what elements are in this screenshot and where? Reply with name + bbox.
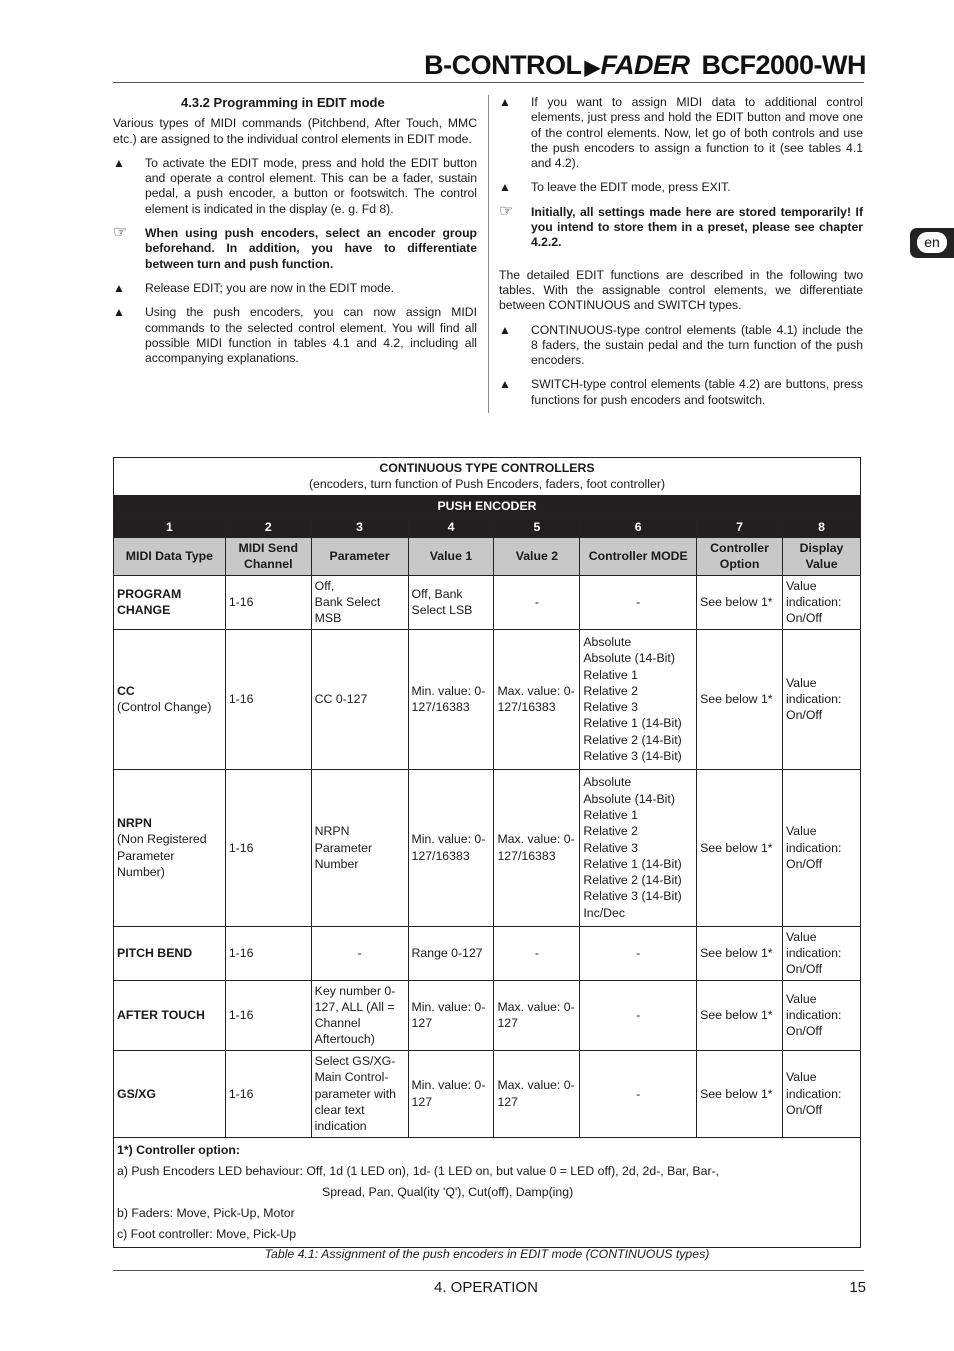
column-header: Value 1 [408,538,494,576]
cell-send-channel: 1-16 [225,575,311,629]
column-header: Value 2 [494,538,580,576]
footnote-a: a) Push Encoders LED behaviour: Off, 1d (1 LED on), 1d- (1 LED on, but value 0 = LED off), 2d, 2d-, Bar, Bar-, [117,1163,720,1178]
cell-send-channel: 1-16 [225,980,311,1050]
footnote-title: 1*) Controller option: [117,1142,240,1157]
cell-send-channel: 1-16 [225,1050,311,1137]
cell-value-1: Range 0-127 [408,926,494,980]
right-items-2 [499,323,863,408]
column-header: MIDI Data Type [114,538,226,576]
continuous-controllers-table [113,457,861,1248]
bullet-item [499,323,863,369]
section-title: 4.3.2 Programming in EDIT mode [181,95,385,110]
cell-display-value: Value indication: On/Off [783,769,861,926]
cell-controller-option: See below 1* [697,1050,783,1137]
midi-type-name: PROGRAM CHANGE [117,586,182,618]
item-text: To activate the EDIT mode, press and hold the EDIT button and operate a control element. This can be a fader, sustain pedal, a push encoder, a button or footswitch. The control element is indicated in the display (e. g. Fd 8). [145,155,477,216]
right-items [499,95,863,251]
cell-value-2: Max. value: 0-127/16383 [494,629,580,769]
footer-rule [113,1270,864,1271]
cell-value-2: Max. value: 0-127/16383 [494,769,580,926]
table-title-cell [114,458,861,496]
cell-midi-data-type [114,575,226,629]
item-text: When using push encoders, select an encoder group beforehand. In addition, you have to differentiate between turn and push function. [145,226,477,271]
brand-arrow-icon: ▶ [584,57,600,79]
cell-midi-data-type [114,926,226,980]
language-label: en [917,232,947,253]
footnote-a-continued: Spread, Pan, Qual(ity 'Q'), Cut(off), Damp(ing) [322,1184,574,1199]
table-row [114,980,861,1050]
left-column [113,95,477,366]
triangle-up-icon: ▲ [499,377,511,392]
cell-send-channel: 1-16 [225,926,311,980]
table-subtitle: (encoders, turn function of Push Encoders, faders, foot controller) [308,477,666,492]
item-text: Using the push encoders, you can now assign MIDI commands to the selected control element. You will find all possible MIDI function in tables 4.1 and 4.2, including all accompanying explanations. [145,305,477,366]
item-text: Release EDIT; you are now in the EDIT mode. [145,280,395,295]
cell-value-1: Min. value: 0-127 [408,980,494,1050]
item-text: SWITCH-type control elements (table 4.2) are buttons, press functions for push encoders and footswitch. [531,377,863,407]
cell-value-2: - [494,926,580,980]
language-tab [910,228,954,258]
cell-controller-option: See below 1* [697,926,783,980]
column-headers-row [114,538,861,576]
column-number: 2 [225,516,311,537]
triangle-up-icon: ▲ [499,95,511,109]
item-text: CONTINUOUS-type control elements (table 4.1) include the 8 faders, the sustain pedal and the turn function of the push encoders. [531,322,863,368]
triangle-up-icon: ▲ [499,180,511,195]
cell-parameter: Select GS/XG-Main Control-parameter with clear text indication [311,1050,408,1137]
triangle-up-icon: ▲ [113,305,125,320]
bullet-item [113,156,477,217]
cell-display-value: Value indication: On/Off [783,629,861,769]
table-footnote [114,1137,861,1247]
cell-midi-data-type [114,629,226,769]
cell-value-1: Off, Bank Select LSB [408,575,494,629]
cell-midi-data-type [114,769,226,926]
cell-send-channel: 1-16 [225,769,311,926]
item-text: Initially, all settings made here are stored temporarily! If you intend to store them in a preset, please see chapter 4.2.2. [531,204,863,250]
cell-send-channel: 1-16 [225,629,311,769]
triangle-up-icon: ▲ [113,155,125,170]
column-number: 3 [311,516,408,537]
header-rule [113,82,864,83]
cell-controller-mode: Absolute Absolute (14-Bit) Relative 1 Relative 2 Relative 3 Relative 1 (14-Bit) Relative 2 (14-Bit) Relative 3 (14-Bit) [580,629,697,769]
table-row [114,1050,861,1137]
cell-controller-mode: - [580,926,697,980]
footnote-c: c) Foot controller: Move, Pick-Up [117,1226,297,1241]
cell-controller-option: See below 1* [697,575,783,629]
cell-value-2: Max. value: 0-127 [494,980,580,1050]
tables-intro-paragraph: The detailed EDIT functions are described in the following two tables. With the assignable control elements, we differentiate between CONTINUOUS and SWITCH types. [499,267,863,313]
bullet-item [499,180,863,195]
intro-paragraph: Various types of MIDI commands (Pitchbend, After Touch, MMC etc.) are assigned to the individual control elements in EDIT mode. [113,116,477,146]
cell-parameter: Key number 0-127, ALL (All = Channel Aftertouch) [311,980,408,1050]
brand-name: B-CONTROL [424,50,582,80]
cell-controller-option: See below 1* [697,629,783,769]
cell-controller-mode: - [580,575,697,629]
item-text: If you want to assign MIDI data to additional control elements, just press and hold the EDIT button and move one of the control elements. Now, let go of both controls and use the push encoders to assign a function to it (see tables 4.1 and 4.2). [531,95,863,171]
midi-type-name: CC [117,683,135,698]
cell-parameter: NRPN Parameter Number [311,769,408,926]
table-band: PUSH ENCODER [114,495,861,516]
column-number: 6 [580,516,697,537]
cell-parameter: CC 0-127 [311,629,408,769]
right-column [499,95,863,408]
left-items [113,156,477,367]
footer-section: 4. OPERATION [434,1279,538,1296]
midi-type-name: GS/XG [117,1086,156,1101]
cell-display-value: Value indication: On/Off [783,926,861,980]
table-row [114,926,861,980]
cell-value-2: Max. value: 0-127 [494,1050,580,1137]
table-row [114,629,861,769]
midi-type-description: (Non Registered Parameter Number) [117,832,207,879]
column-number: 4 [408,516,494,537]
column-header: Controller MODE [580,538,697,576]
triangle-up-icon: ▲ [499,322,511,337]
cell-display-value: Value indication: On/Off [783,1050,861,1137]
bullet-item [499,95,863,171]
table-row [114,769,861,926]
midi-type-name: AFTER TOUCH [117,1008,205,1022]
column-numbers-row [114,516,861,537]
cell-parameter: - [311,926,408,980]
cell-display-value: Value indication: On/Off [783,980,861,1050]
triangle-up-icon: ▲ [113,280,125,295]
cell-parameter: Off, Bank Select MSB [311,575,408,629]
cell-controller-option: See below 1* [697,769,783,926]
pointing-hand-icon: ☞ [113,224,128,242]
brand-product: FADER [600,50,690,80]
page-number: 15 [849,1279,866,1296]
table-caption: Table 4.1: Assignment of the push encoders in EDIT mode (CONTINUOUS types) [264,1247,710,1261]
brand-model: BCF2000-WH [701,50,866,80]
column-number: 1 [114,516,226,537]
cell-value-1: Min. value: 0-127 [408,1050,494,1137]
column-number: 5 [494,516,580,537]
item-text: To leave the EDIT mode, press EXIT. [531,180,731,195]
bullet-item [113,305,477,366]
midi-type-name: PITCH BEND [117,945,193,960]
cell-value-1: Min. value: 0-127/16383 [408,769,494,926]
cell-display-value: Value indication: On/Off [783,575,861,629]
column-header: MIDI Send Channel [225,538,311,576]
cell-value-2: - [494,575,580,629]
column-header: Controller Option [697,538,783,576]
cell-controller-mode: - [580,1050,697,1137]
cell-controller-option: See below 1* [697,980,783,1050]
table-row [114,575,861,629]
cell-value-1: Min. value: 0-127/16383 [408,629,494,769]
bullet-item [113,281,477,296]
cell-controller-mode: - [580,980,697,1050]
cell-midi-data-type [114,980,226,1050]
note-item [113,226,477,272]
bullet-item [499,377,863,408]
midi-type-name: NRPN [117,816,152,831]
column-number: 8 [783,516,861,537]
footnote-b: b) Faders: Move, Pick-Up, Motor [117,1205,295,1220]
pointing-hand-icon: ☞ [499,202,514,220]
column-number: 7 [697,516,783,537]
brand-logo [424,50,866,81]
column-header: Display Value [783,538,861,576]
note-item [499,202,863,251]
cell-controller-mode: Absolute Absolute (14-Bit) Relative 1 Relative 2 Relative 3 Relative 1 (14-Bit) Relative 2 (14-Bit) Relative 3 (14-Bit) Inc/Dec [580,769,697,926]
cell-midi-data-type [114,1050,226,1137]
midi-type-description: (Control Change) [117,700,212,715]
column-header: Parameter [311,538,408,576]
table-title: CONTINUOUS TYPE CONTROLLERS [379,461,595,475]
column-divider [488,95,489,413]
